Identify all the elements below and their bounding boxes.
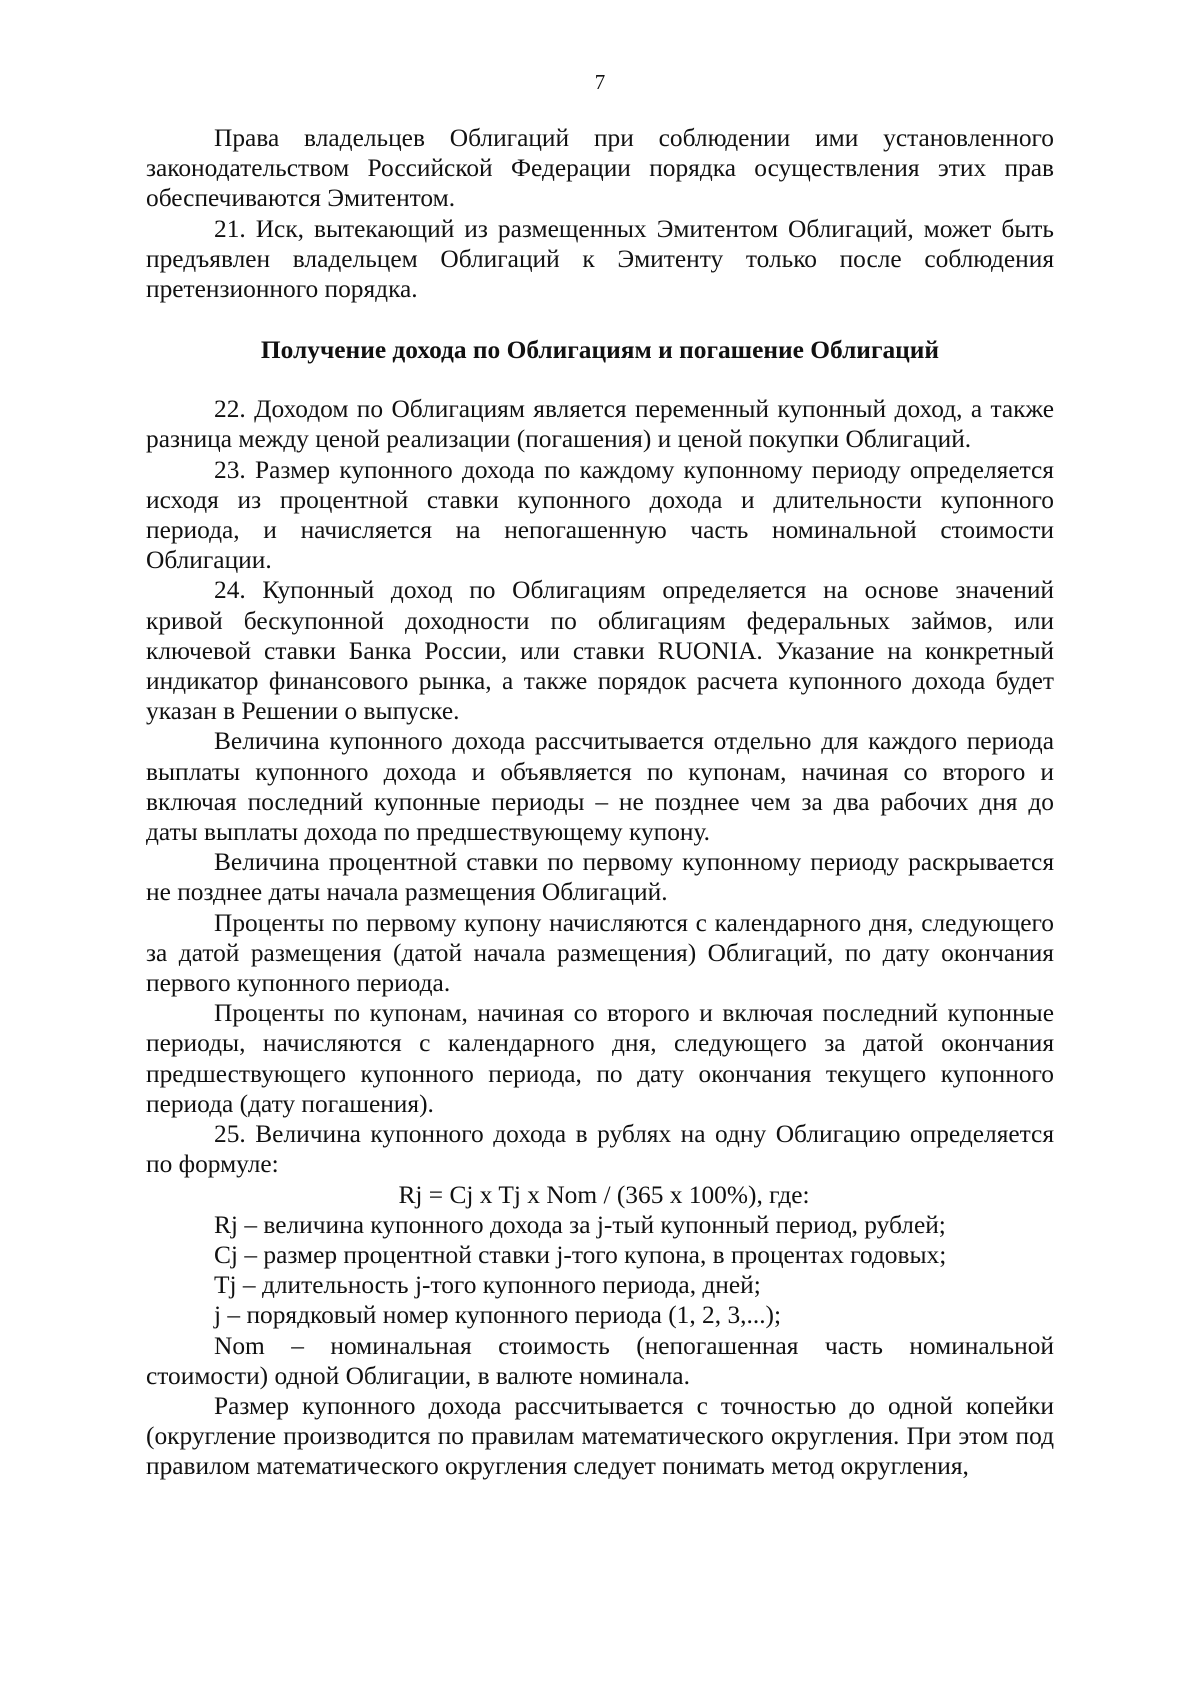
paragraph-later-coupons-interest: Проценты по купонам, начиная со второго и включая последний купонные периоды, начисляются с календарного дня, следующего за датой окончания предшествующего купонного периода, по дату окончания текущего купонного периода (дату погашения).	[146, 999, 1054, 1118]
paragraph-rounding: Размер купонного дохода рассчитывается с точностью до одной копейки (округление производится по правилам математического округления. При этом под правилом математического округления следует понимать метод округления,	[146, 1391, 1054, 1481]
paragraph-23: 23. Размер купонного дохода по каждому купонному периоду определяется исходя из процентной ставки купонного дохода и длительности купонного периода, и начисляется на непогашенную часть номинальной стоимости Облигации.	[146, 455, 1054, 575]
paragraph-24: 24. Купонный доход по Облигациям определяется на основе значений кривой бескупонной доходности по облигациям федеральных займов, или ключевой ставки Банка России, или ставки RUONIA. Указание на конкретный индикатор финансового рынка, а также порядок расчета купонного дохода будет указан в Решении о выпуске.	[146, 576, 1054, 726]
paragraph-22: 22. Доходом по Облигациям является переменный купонный доход, а также разница между ценой реализации (погашения) и ценой покупки Облигаций.	[146, 395, 1054, 454]
paragraph-first-coupon-rate: Величина процентной ставки по первому купонному периоду раскрывается не позднее даты начала размещения Облигаций.	[146, 848, 1054, 907]
section-heading: Получение дохода по Облигациям и погашение Облигаций	[260, 336, 940, 365]
paragraph-owners-rights: Права владельцев Облигаций при соблюдении ими установленного законодательством Российской Федерации порядка осуществления этих прав обеспечиваются Эмитентом.	[146, 124, 1054, 213]
page-number: 7	[594, 70, 606, 94]
legend-cj: Cj – размер процентной ставки j-того купона, в процентах годовых;	[214, 1240, 947, 1269]
paragraph-first-coupon-interest: Проценты по первому купону начисляются с календарного дня, следующего за датой размещения (датой начала размещения) Облигаций, по дату окончания первого купонного периода.	[146, 908, 1054, 998]
legend-tj: Tj – длительность j-того купонного периода, дней;	[214, 1271, 761, 1300]
document-body	[146, 123, 1054, 1482]
paragraph-21: 21. Иск, вытекающий из размещенных Эмитентом Облигаций, может быть предъявлен владельцем Облигаций к Эмитенту только после соблюдения претензионного порядка.	[146, 214, 1054, 304]
paragraph-25: 25. Величина купонного дохода в рублях на одну Облигацию определяется по формуле:	[146, 1120, 1054, 1179]
legend-j: j – порядковый номер купонного периода (1, 2, 3,...);	[214, 1301, 782, 1330]
paragraph-coupon-amount: Величина купонного дохода рассчитывается отдельно для каждого периода выплаты купонного дохода и объявляется по купонам, начиная со второго и включая последний купонные периоды – не позднее чем за два рабочих дня до даты выплаты дохода по предшествующему купону.	[146, 727, 1054, 847]
legend-nom: Nom – номинальная стоимость (непогашенная часть номинальной стоимости) одной Облигации, в валюте номинала.	[146, 1331, 1054, 1390]
legend-rj: Rj – величина купонного дохода за j-тый купонный период, рублей;	[214, 1210, 946, 1239]
coupon-formula: Rj = Cj x Tj x Nom / (365 x 100%), где:	[398, 1180, 810, 1209]
